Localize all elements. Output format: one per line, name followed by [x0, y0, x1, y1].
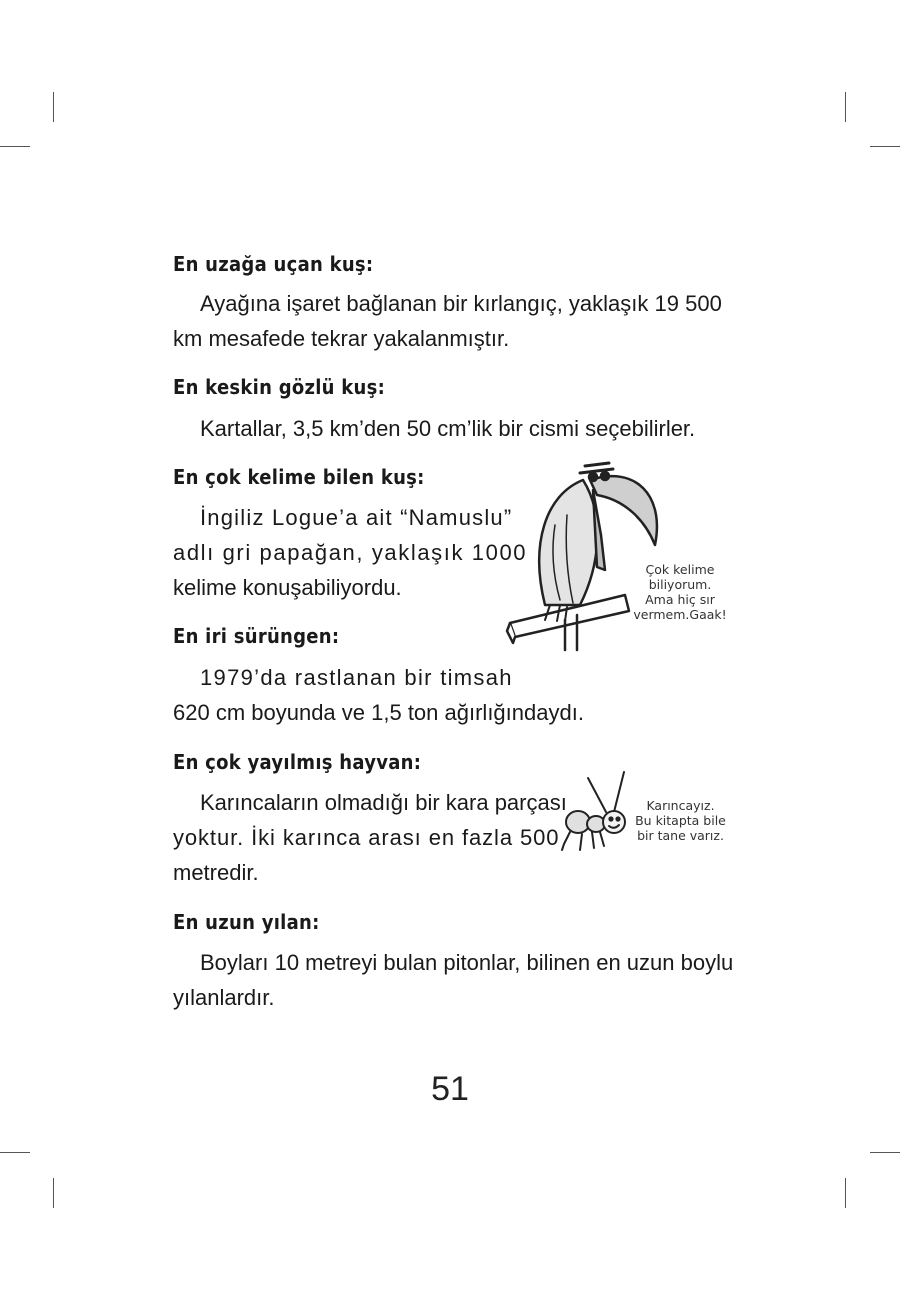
paragraph-line: km mesafede tekrar yakalanmıştır.: [173, 326, 510, 351]
paragraph-line: metredir.: [173, 860, 259, 885]
paragraph-line: adlı gri papağan, yaklaşık 1000: [173, 540, 528, 565]
caption-line: Karıncayız.: [646, 798, 715, 813]
crop-mark: [870, 146, 900, 147]
paragraph-line: Boyları 10 metreyi bulan pitonlar, bilinen en uzun boylu: [200, 950, 734, 975]
parrot-speech-bubble: [630, 562, 730, 622]
crop-mark: [0, 146, 30, 147]
caption-line: bir tane varız.: [637, 828, 724, 843]
line-text: Ayağına işaret bağlanan bir kırlangıç, yaklaşık 19 500: [200, 291, 722, 316]
caption-line: Bu kitapta bile: [635, 813, 726, 828]
caption-line: Ama hiç sır: [645, 592, 715, 607]
paragraph-line: kelime konuşabiliyordu.: [173, 575, 402, 600]
section-paragraph: [173, 785, 567, 890]
paragraph-line: İngiliz Logue’a ait “Namuslu”: [200, 505, 513, 530]
section-paragraph: [173, 945, 733, 1015]
crop-mark: [845, 1178, 846, 1208]
section-heading: En çok yayılmış hayvan:: [173, 750, 422, 774]
crop-mark: [845, 92, 846, 122]
ant-speech-bubble: [628, 798, 733, 843]
section-heading: En keskin gözlü kuş:: [173, 375, 386, 399]
crop-mark: [53, 92, 54, 122]
section-paragraph: [173, 660, 584, 730]
section-paragraph: [173, 500, 528, 605]
caption-line: vermem.Gaak!: [633, 607, 727, 622]
caption-line: biliyorum.: [648, 577, 712, 592]
section-paragraph: [173, 286, 728, 356]
page-number: 51: [431, 1070, 469, 1108]
crop-mark: [53, 1178, 54, 1208]
crop-mark: [0, 1152, 30, 1153]
section-heading: En iri sürüngen:: [173, 624, 340, 648]
crop-mark: [870, 1152, 900, 1153]
section-heading: En uzağa uçan kuş:: [173, 252, 374, 276]
paragraph-line: [173, 286, 728, 321]
section-heading: En çok kelime bilen kuş:: [173, 465, 425, 489]
paragraph-line: 620 cm boyunda ve 1,5 ton ağırlığındaydı.: [173, 700, 584, 725]
section-heading: En uzun yılan:: [173, 910, 320, 934]
paragraph-line: yoktur. İki karınca arası en fazla 500: [173, 825, 560, 850]
paragraph-line: 1979’da rastlanan bir timsah: [200, 665, 513, 690]
ant-illustration: [558, 770, 638, 865]
caption-line: Çok kelime: [645, 562, 715, 577]
paragraph-line: Karıncaların olmadığı bir kara parçası: [200, 790, 567, 815]
parrot-illustration: [505, 455, 705, 655]
paragraph-line: yılanlardır.: [173, 985, 275, 1010]
paragraph-line: Kartallar, 3,5 km’den 50 cm’lik bir cismi seçebilirler.: [200, 416, 696, 441]
section-paragraph: [200, 411, 695, 446]
